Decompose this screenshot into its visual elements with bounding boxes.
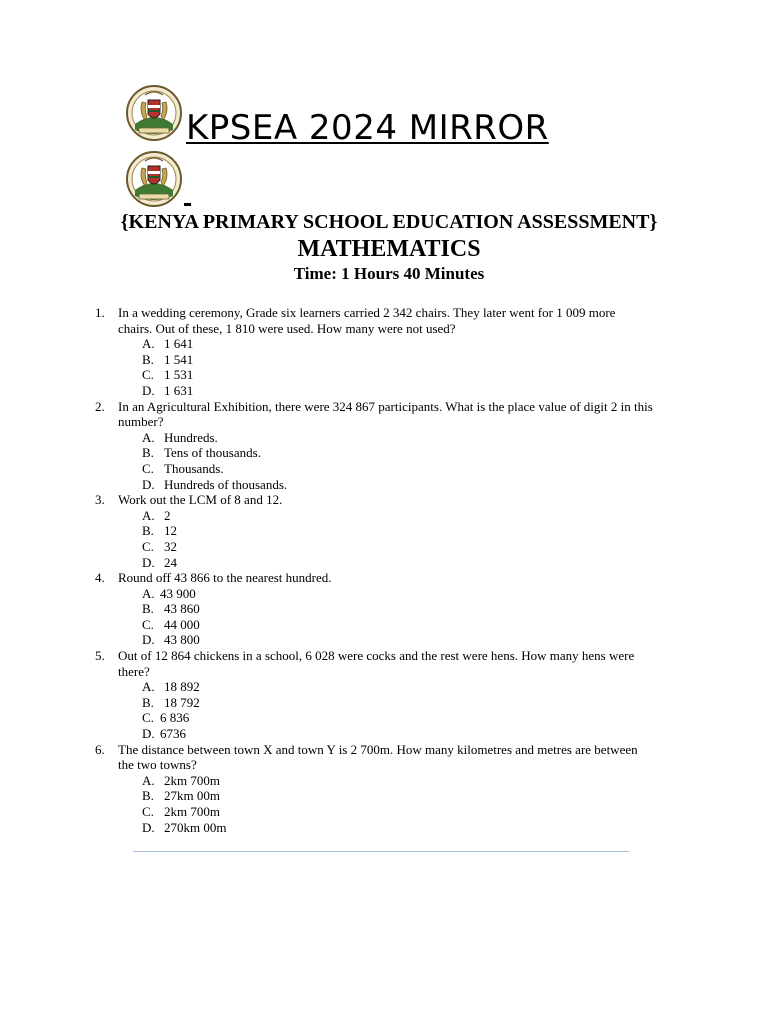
question-text: chairs. Out of these, 1 810 were used. How many were not used? (118, 320, 456, 336)
option-letter: C. (142, 367, 154, 383)
option-text: 27km 00m (164, 788, 220, 804)
option-letter: C. (142, 538, 154, 554)
option-text: 1 531 (164, 367, 194, 383)
option-text: 1 541 (164, 351, 194, 367)
option-text: 6 836 (160, 710, 190, 726)
answer-options (118, 508, 675, 570)
answer-options (118, 430, 675, 492)
option-letter: B. (142, 445, 154, 461)
question-text: Out of 12 864 chickens in a school, 6 028 were cocks and the rest were hens. How many hens were (118, 648, 635, 664)
answer-options (118, 586, 675, 648)
option-letter: D. (142, 726, 155, 742)
answer-options (118, 336, 675, 398)
answer-option (142, 586, 675, 602)
option-text: 2km 700m (164, 804, 220, 819)
option-letter: A. (142, 507, 155, 523)
option-text: 44 000 (164, 616, 200, 632)
question-text: In an Agricultural Exhibition, there were 324 867 participants. What is the place value of digit 2 in this (118, 398, 653, 414)
option-text: 6736 (160, 726, 186, 742)
question-list (95, 305, 675, 835)
question-item (95, 492, 675, 570)
option-letter: A. (142, 429, 155, 445)
coat-of-arms-icon (125, 84, 183, 142)
answer-option (142, 820, 675, 836)
exam-subtitle: {KENYA PRIMARY SCHOOL EDUCATION ASSESSMENT} (120, 211, 658, 233)
question-number: 5. (95, 648, 105, 664)
answer-option (142, 632, 675, 648)
subject-title: MATHEMATICS (297, 236, 481, 262)
exam-banner: KPSEA 2024 MIRROR (186, 108, 549, 148)
answer-option (142, 461, 675, 477)
answer-option (142, 679, 675, 695)
option-letter: D. (142, 382, 155, 398)
option-text: 1 631 (164, 382, 194, 398)
question-item (95, 305, 675, 399)
question-item (95, 399, 675, 493)
answer-option (142, 445, 675, 461)
answer-option (142, 430, 675, 446)
answer-option (142, 555, 675, 571)
question-text: there? (118, 663, 150, 679)
option-letter: B. (142, 523, 154, 539)
answer-option (142, 773, 675, 789)
option-letter: C. (142, 460, 154, 476)
answer-option (142, 477, 675, 493)
question-text: number? (118, 414, 164, 430)
option-text: 32 (164, 538, 177, 554)
footer-divider (133, 851, 629, 852)
answer-option (142, 710, 675, 726)
stray-mark (184, 203, 191, 206)
answer-option (142, 695, 675, 711)
question-number: 2. (95, 398, 105, 414)
coat-of-arms-icon (125, 150, 183, 208)
question-text: Round off 43 866 to the nearest hundred. (118, 570, 332, 586)
answer-option (142, 726, 675, 742)
option-text: 24 (164, 554, 177, 570)
question-item (95, 570, 675, 648)
option-text: 12 (164, 523, 177, 539)
answer-option (142, 788, 675, 804)
option-text: 43 800 (164, 632, 200, 648)
question-text: In a wedding ceremony, Grade six learners carried 2 342 chairs. They later went for 1 009 more (118, 305, 616, 320)
option-letter: B. (142, 694, 154, 710)
answer-option (142, 352, 675, 368)
question-text: the two towns? (118, 757, 197, 773)
option-letter: A. (142, 772, 155, 788)
answer-options (118, 679, 675, 741)
option-letter: D. (142, 819, 155, 835)
question-number: 3. (95, 492, 105, 508)
option-letter: C. (142, 804, 154, 819)
answer-option (142, 539, 675, 555)
question-number: 6. (95, 741, 105, 757)
option-text: 270km 00m (164, 819, 227, 835)
option-letter: B. (142, 601, 154, 617)
question-text: Work out the LCM of 8 and 12. (118, 492, 283, 508)
question-item (95, 648, 675, 742)
question-text: The distance between town X and town Y is 2 700m. How many kilometres and metres are between (118, 741, 638, 757)
option-letter: C. (142, 616, 154, 632)
answer-options (118, 773, 675, 835)
time-allowed: Time: 1 Hours 40 Minutes (293, 264, 485, 283)
option-letter: D. (142, 554, 155, 570)
option-letter: A. (142, 679, 155, 695)
option-letter: C. (142, 710, 154, 726)
option-text: 43 900 (160, 585, 196, 601)
option-text: Hundreds of thousands. (164, 476, 288, 492)
option-text: Hundreds. (164, 429, 218, 445)
answer-option (142, 804, 675, 820)
option-letter: A. (142, 336, 155, 352)
option-text: 1 641 (164, 336, 194, 352)
question-number: 1. (95, 305, 105, 320)
option-text: 2km 700m (164, 772, 220, 788)
answer-option (142, 367, 675, 383)
question-item (95, 742, 675, 836)
option-letter: B. (142, 788, 154, 804)
question-number: 4. (95, 570, 105, 586)
option-text: Tens of thousands. (164, 445, 261, 461)
option-text: 2 (164, 507, 171, 523)
option-text: 43 860 (164, 601, 200, 617)
option-letter: A. (142, 585, 155, 601)
answer-option (142, 336, 675, 352)
answer-option (142, 617, 675, 633)
answer-option (142, 523, 675, 539)
option-text: 18 792 (164, 694, 200, 710)
option-text: Thousands. (164, 460, 224, 476)
option-letter: B. (142, 351, 154, 367)
option-text: 18 892 (164, 679, 200, 695)
answer-option (142, 601, 675, 617)
answer-option (142, 508, 675, 524)
option-letter: D. (142, 632, 155, 648)
option-letter: D. (142, 476, 155, 492)
answer-option (142, 383, 675, 399)
